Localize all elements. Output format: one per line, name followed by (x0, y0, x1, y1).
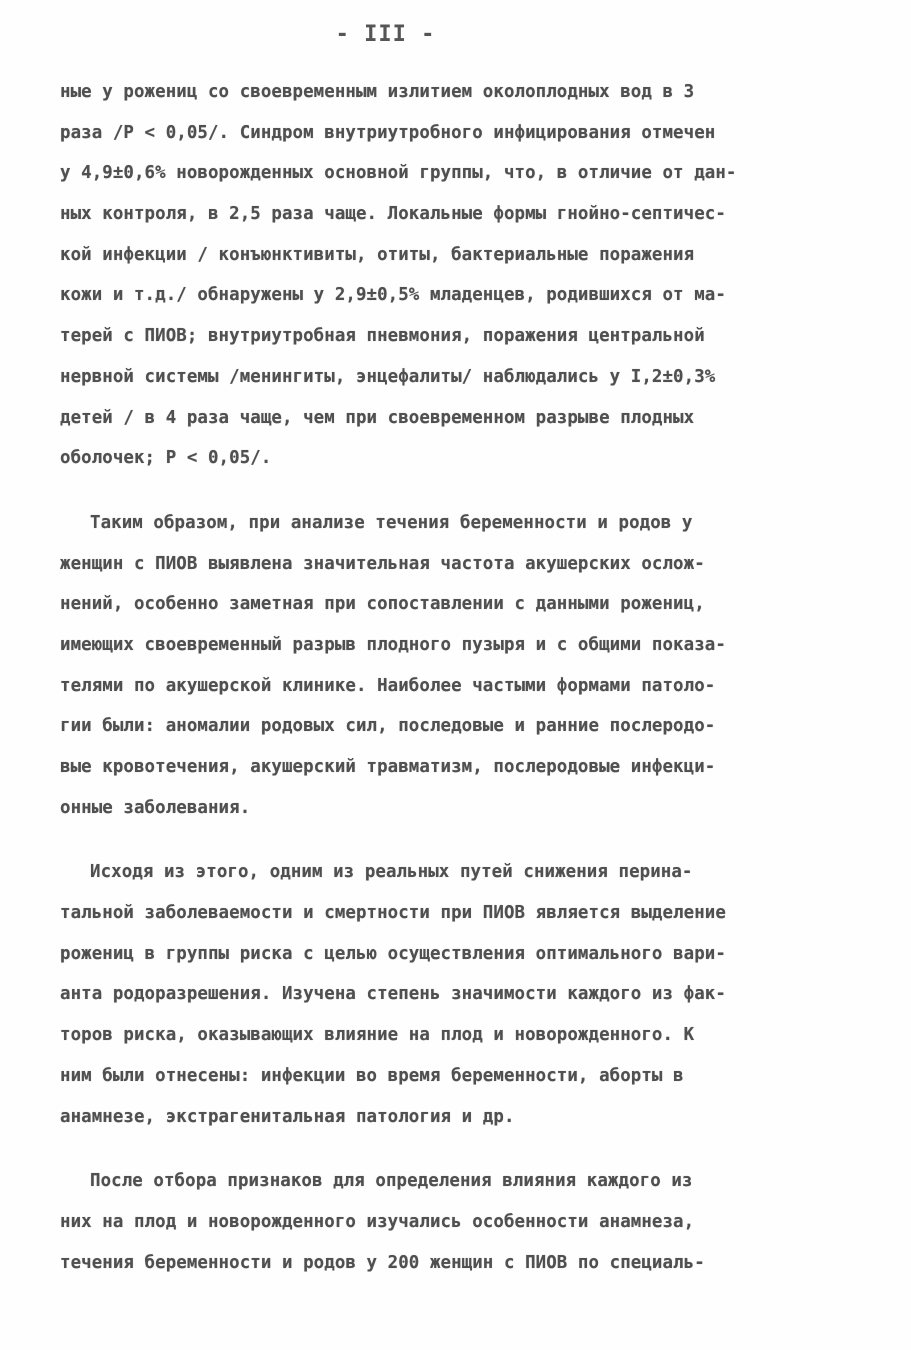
text-line: вые кровотечения, акушерский травматизм, послеродовые инфекци- (60, 757, 716, 777)
text-line: течения беременности и родов у 200 женщин с ПИОВ по специаль- (60, 1252, 705, 1273)
text-line: онные заболевания. (60, 797, 251, 818)
text-line: рожениц в группы риска с целью осуществления оптимального вари- (60, 943, 726, 964)
text-line: терей с ПИОВ; внутриутробная пневмония, поражения центральной (60, 326, 705, 347)
paragraph-4 (60, 1161, 850, 1283)
body-text (60, 72, 850, 1283)
paragraph-1 (60, 72, 850, 479)
page-number: - III - (335, 22, 436, 47)
text-line: раза /Р < 0,05/. Синдром внутриутробного инфицирования отмечен (60, 122, 716, 143)
text-line: детей / в 4 раза чаще, чем при своевременном разрыве плодных (60, 407, 695, 428)
text-line: нервной системы /менингиты, энцефалиты/ наблюдались у I,2±0,3% (60, 366, 716, 387)
text-line: ных контроля, в 2,5 раза чаще. Локальные формы гнойно-септичес- (60, 204, 726, 225)
text-line: женщин с ПИОВ выявлена значительная частота акушерских ослож- (60, 553, 705, 574)
text-line: оболочек; Р < 0,05/. (60, 448, 272, 469)
text-line: Таким образом, при анализе течения беременности и родов у (90, 512, 693, 533)
paragraph-2 (60, 503, 850, 829)
text-line: Исходя из этого, одним из реальных путей снижения перина- (90, 862, 693, 883)
text-line: ные у рожениц со своевременным излитием околоплодных вод в 3 (60, 82, 695, 102)
text-line: нений, особенно заметная при сопоставлении с данными рожениц, (60, 594, 705, 615)
text-line: анта родоразрешения. Изучена степень значимости каждого из фак- (60, 984, 726, 1005)
text-line: торов риска, оказывающих влияние на плод и новорожденного. К (60, 1025, 695, 1046)
text-line: тальной заболеваемости и смертности при ПИОВ является выделение (60, 903, 726, 924)
text-line: гии были: аномалии родовых сил, последовые и ранние послеродо- (60, 716, 716, 737)
text-line: ним были отнесены: инфекции во время беременности, аборты в (60, 1065, 684, 1086)
text-line: у 4,9±0,6% новорожденных основной группы, что, в отличие от дан- (60, 163, 737, 184)
text-line: имеющих своевременный разрыв плодного пузыря и с общими показа- (60, 634, 726, 655)
text-line: анамнезе, экстрагенитальная патология и др. (60, 1106, 515, 1127)
text-line: кой инфекции / конъюнктивиты, отиты, бактериальные поражения (60, 244, 695, 265)
text-line: кожи и т.д./ обнаружены у 2,9±0,5% младенцев, родившихся от ма- (60, 285, 726, 306)
text-line: телями по акушерской клинике. Наиболее частыми формами патоло- (60, 675, 716, 696)
text-line: них на плод и новорожденного изучались особенности анамнеза, (60, 1211, 695, 1232)
text-line: После отбора признаков для определения влияния каждого из (90, 1171, 693, 1192)
paragraph-3 (60, 852, 850, 1137)
